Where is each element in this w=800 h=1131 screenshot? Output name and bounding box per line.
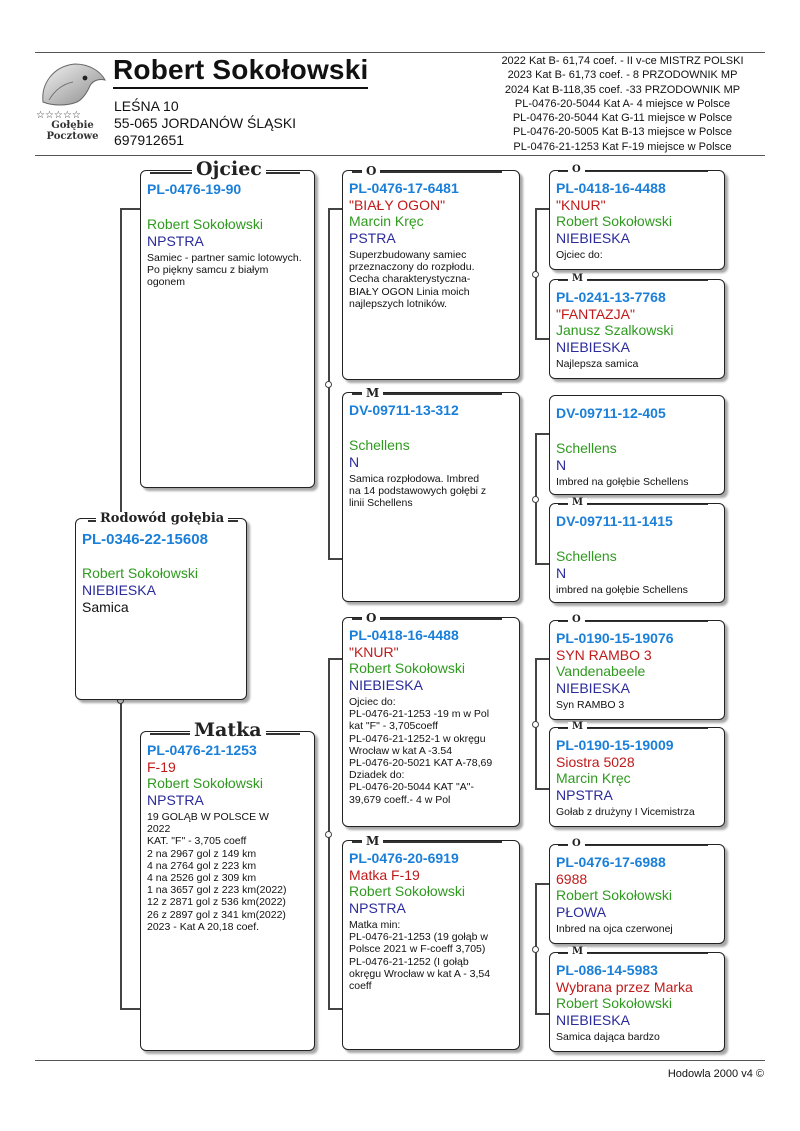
- logo-text: Gołębie: [51, 120, 94, 131]
- ring-number: PL-0476-17-6481: [349, 180, 459, 196]
- breeder: Robert Sokołowski: [349, 660, 465, 676]
- ring-number: PL-0476-19-90: [147, 181, 242, 197]
- description: Najlepsza samica: [556, 358, 639, 370]
- o-label: O: [362, 612, 380, 624]
- o-label: O: [568, 165, 585, 175]
- description: Imbred na gołębie Schellens: [556, 476, 689, 488]
- pigeon-color: NPSTRA: [556, 787, 613, 803]
- pigeon-name: "BIAŁY OGON": [349, 197, 446, 213]
- pigeon-name: "FANTAZJA": [556, 306, 635, 322]
- pigeon-color: PSTRA: [349, 230, 396, 246]
- phone-number: 697912651: [114, 132, 185, 148]
- ring-number: DV-09711-11-1415: [556, 513, 673, 529]
- great-grandparent-card-fff[interactable]: [549, 170, 725, 270]
- m-label: M: [362, 387, 383, 399]
- result-line: PL-0476-21-1253 Kat F-19 miejsce w Polsce: [513, 140, 732, 153]
- mother-card[interactable]: [140, 731, 315, 1051]
- pigeon-color: N: [556, 457, 567, 473]
- grandparent-card-mf[interactable]: [342, 617, 520, 827]
- connector-line: [120, 208, 140, 210]
- connector-node: [325, 381, 332, 388]
- connector-line: [328, 558, 342, 560]
- connector-line: [535, 1013, 549, 1015]
- pigeon-name: Matka F-19: [349, 867, 420, 883]
- breeder: Schellens: [349, 437, 410, 453]
- o-label: O: [568, 615, 585, 625]
- breeder: Vandenabeele: [556, 663, 646, 679]
- great-grandparent-card-fmf[interactable]: [549, 395, 725, 495]
- m-label: M: [568, 947, 587, 957]
- description: Ojciec do: PL-0476-21-1253 -19 m w Pol kat "F" - 3,705coeff PL-0476-21-1252-1 w okręgu Wrocław w kat A -3.54 PL-0476-20-5021 KAT A-78,69 Dziadek do: PL-0476-20-5044 KAT "A"- 39,679 coeff.- 4 w Pol: [349, 696, 493, 806]
- breeder: Robert Sokołowski: [349, 883, 465, 899]
- ring-number: DV-09711-13-312: [349, 402, 459, 418]
- address-street: LEŚNA 10: [114, 98, 179, 114]
- description: Samica dająca bardzo: [556, 1031, 660, 1043]
- mother-label: Matka: [190, 721, 266, 740]
- pigeon-name: "KNUR": [349, 644, 399, 660]
- logo-text: Pocztowe: [46, 131, 99, 142]
- subject-card[interactable]: [75, 518, 247, 700]
- pigeon-name: 6988: [556, 871, 588, 887]
- pedigree-label: Rodowód gołębia: [96, 512, 228, 525]
- description: Samiec - partner samic lotowych. Po piękny samcu z białym ogonem: [147, 252, 302, 289]
- breeder: Robert Sokołowski: [556, 887, 672, 903]
- pigeon-color: NIEBIESKA: [556, 1012, 630, 1028]
- svg-text:☆☆☆☆☆: ☆☆☆☆☆: [36, 110, 81, 121]
- pigeon-color: NIEBIESKA: [349, 677, 423, 693]
- breeder: Robert Sokołowski: [556, 213, 672, 229]
- pigeon-color: NIEBIESKA: [556, 230, 630, 246]
- description: 19 GOLĄB W POLSCE W 2022 KAT. "F" - 3,705 coeff 2 na 2967 gol z 149 km 4 na 2764 gol z 223 km 4 na 2526 gol z 309 km 1 na 3657 gol z 223 km(2022) 12 z 2871 gol z 536 km(2022) 26 z 2897 gol z 341 km(2022) 2023 - Kat A 20,18 coef.: [147, 811, 287, 933]
- grandparent-card-mm[interactable]: [342, 840, 520, 1050]
- connector-line: [535, 208, 549, 210]
- great-grandparent-card-mff[interactable]: [549, 620, 725, 720]
- connector-node: [532, 946, 539, 953]
- ring-number: DV-09711-12-405: [556, 405, 666, 421]
- connector-line: [535, 563, 549, 565]
- m-label: M: [568, 274, 587, 284]
- pigeon-name: SYN RAMBO 3: [556, 647, 652, 663]
- pigeon-color: NIEBIESKA: [556, 339, 630, 355]
- grandparent-card-ff[interactable]: [342, 170, 520, 380]
- breeder: Robert Sokołowski: [147, 775, 263, 791]
- footer-rule: [35, 1060, 765, 1061]
- connector-line: [120, 1008, 140, 1010]
- m-label: M: [362, 835, 383, 847]
- breeder: Robert Sokołowski: [147, 216, 263, 232]
- pigeon-color: N: [349, 454, 360, 470]
- ring-number: PL-0190-15-19076: [556, 630, 674, 646]
- sex: Samica: [82, 599, 129, 615]
- ring-number: PL-0190-15-19009: [556, 737, 674, 753]
- pigeon-name: "KNUR": [556, 197, 606, 213]
- ring-number: PL-0476-21-1253: [147, 742, 257, 758]
- connector-line: [535, 883, 549, 885]
- o-label: O: [568, 839, 585, 849]
- connector-line: [535, 338, 549, 340]
- connector-node: [532, 721, 539, 728]
- great-grandparent-card-mfm[interactable]: [549, 727, 725, 827]
- result-line: 2023 Kat B- 61,73 coef. - 8 PRZODOWNIK MP: [507, 69, 738, 82]
- header-bottom-rule: [35, 155, 765, 156]
- ring-number: PL-086-14-5983: [556, 962, 658, 978]
- connector-line: [328, 208, 342, 210]
- pigeon-color: NIEBIESKA: [82, 582, 156, 598]
- breeder: Schellens: [556, 440, 617, 456]
- pigeon-name: Wybrana przez Marka: [556, 979, 693, 995]
- great-grandparent-card-fmm[interactable]: [549, 503, 725, 603]
- pigeon-color: N: [556, 565, 567, 581]
- connector-node: [325, 831, 332, 838]
- connector-line: [328, 658, 342, 660]
- software-credit: Hodowla 2000 v4 ©: [667, 1068, 764, 1080]
- connector-line: [535, 658, 549, 660]
- description: Superzbudowany samiec przeznaczony do rozpłodu. Cecha charakterystyczna- BIAŁY OGON Linia moich najlepszych lotników.: [349, 249, 475, 310]
- m-label: M: [568, 722, 587, 732]
- breeder: Marcin Kręc: [556, 770, 631, 786]
- connector-node: [532, 271, 539, 278]
- ring-number: PL-0476-17-6988: [556, 854, 666, 870]
- ring-number: PL-0418-16-4488: [556, 180, 666, 196]
- description: imbred na gołębie Schellens: [556, 584, 688, 596]
- father-card[interactable]: [140, 170, 315, 488]
- ring-number: PL-0346-22-15608: [82, 531, 208, 548]
- result-line: 2024 Kat B-118,35 coef. -33 PRZODOWNIK MP: [504, 83, 741, 96]
- ring-number: PL-0418-16-4488: [349, 627, 459, 643]
- pigeon-name: Siostra 5028: [556, 754, 635, 770]
- result-line: PL-0476-20-5044 Kat G-11 miejsce w Polsce: [512, 112, 733, 125]
- description: Matka min: PL-0476-21-1253 (19 gołąb w Polsce 2021 w F-coeff 3,705) PL-0476-21-1252 (I gołąb okręgu Wrocław w kat A - 3,54 coeff: [349, 919, 491, 993]
- m-label: M: [568, 498, 587, 508]
- result-line: PL-0476-20-5044 Kat A- 4 miejsce w Polsce: [514, 97, 731, 110]
- ring-number: PL-0241-13-7768: [556, 289, 666, 305]
- breeder: Marcin Kręc: [349, 213, 424, 229]
- header-top-rule: [35, 52, 765, 53]
- great-grandparent-card-mmm[interactable]: [549, 952, 725, 1052]
- pigeon-color: NPSTRA: [147, 233, 204, 249]
- pigeon-logo: [35, 56, 110, 148]
- description: Samica rozpłodowa. Imbred na 14 podstawowych gołębi z linii Schellens: [349, 473, 487, 510]
- father-label: Ojciec: [192, 160, 266, 179]
- breeder: Robert Sokołowski: [82, 565, 198, 581]
- connector-line: [328, 1008, 342, 1010]
- pigeon-name: F-19: [147, 759, 176, 775]
- result-line: PL-0476-20-5005 Kat B-13 miejsce w Polsce: [513, 126, 732, 139]
- results-list: [480, 54, 765, 154]
- connector-line: [535, 788, 549, 790]
- pigeon-color: NPSTRA: [349, 900, 406, 916]
- pigeon-color: NPSTRA: [147, 792, 204, 808]
- pigeon-color: NIEBIESKA: [556, 680, 630, 696]
- grandparent-card-fm[interactable]: [342, 392, 520, 602]
- great-grandparent-card-ffm[interactable]: [549, 279, 725, 379]
- owner-name: Robert Sokołowski: [113, 54, 368, 89]
- connector-line: [535, 433, 549, 435]
- description: Inbred na ojca czerwonej: [556, 923, 673, 935]
- pigeon-color: PŁOWA: [556, 904, 607, 920]
- great-grandparent-card-mmf[interactable]: [549, 844, 725, 944]
- breeder: Janusz Szalkowski: [556, 322, 674, 338]
- breeder: Schellens: [556, 548, 617, 564]
- description: Ojciec do:: [556, 249, 603, 261]
- result-line: 2022 Kat B- 61,74 coef. - II v-ce MISTRZ POLSKI: [501, 55, 744, 67]
- description: Gołab z drużyny I Vicemistrza: [556, 806, 695, 818]
- connector-node: [532, 496, 539, 503]
- o-label: O: [362, 165, 380, 177]
- address-city: 55-065 JORDANÓW ŚLĄSKI: [114, 115, 297, 131]
- description: Syn RAMBO 3: [556, 699, 625, 711]
- breeder: Robert Sokołowski: [556, 995, 672, 1011]
- ring-number: PL-0476-20-6919: [349, 850, 459, 866]
